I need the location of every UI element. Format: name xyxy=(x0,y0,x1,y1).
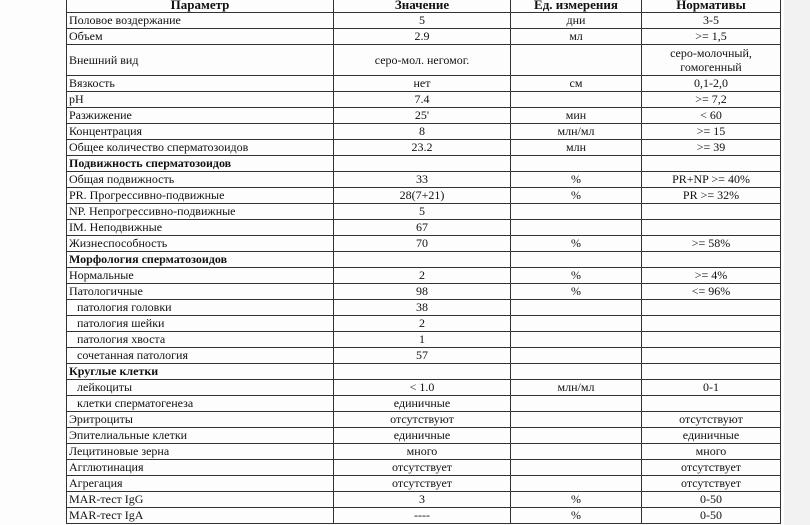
table-row xyxy=(67,236,781,252)
value-cell: отсутствует xyxy=(334,460,511,476)
header-parameter: Параметр xyxy=(67,0,334,13)
value-cell: 70 xyxy=(334,236,511,252)
value-cell: 2 xyxy=(334,268,511,284)
unit-cell xyxy=(511,204,642,220)
value-cell: 25' xyxy=(334,108,511,124)
header-unit: Ед. измерения xyxy=(511,0,642,13)
section-row xyxy=(67,156,781,172)
parameter-cell: MAR-тест IgG xyxy=(67,492,334,508)
unit-cell xyxy=(511,476,642,492)
parameter-cell: Внешний вид xyxy=(67,45,334,76)
parameter-cell: Разжижение xyxy=(67,108,334,124)
value-cell: 3 xyxy=(334,492,511,508)
value-cell: 2 xyxy=(334,316,511,332)
value-cell: 98 xyxy=(334,284,511,300)
norm-cell xyxy=(642,348,781,364)
norm-cell xyxy=(642,204,781,220)
parameter-cell: Общее количество сперматозоидов xyxy=(67,140,334,156)
empty-cell xyxy=(511,156,642,172)
value-cell: 33 xyxy=(334,172,511,188)
norm-cell: <= 96% xyxy=(642,284,781,300)
header-value: Значение xyxy=(334,0,511,13)
parameter-cell: MAR-тест IgA xyxy=(67,508,334,524)
parameter-cell: Концентрация xyxy=(67,124,334,140)
value-cell: нет xyxy=(334,76,511,92)
table-row xyxy=(67,300,781,316)
parameter-cell: Патологичные xyxy=(67,284,334,300)
unit-cell: % xyxy=(511,236,642,252)
table-row xyxy=(67,29,781,45)
unit-cell: % xyxy=(511,284,642,300)
table-row xyxy=(67,396,781,412)
unit-cell xyxy=(511,220,642,236)
value-cell: 1 xyxy=(334,332,511,348)
parameter-cell: патология головки xyxy=(67,300,334,316)
unit-cell: % xyxy=(511,508,642,524)
norm-cell: 0-1 xyxy=(642,380,781,396)
unit-cell xyxy=(511,460,642,476)
table-row xyxy=(67,13,781,29)
table-row xyxy=(67,172,781,188)
parameter-cell: Нормальные xyxy=(67,268,334,284)
table-row xyxy=(67,220,781,236)
header-norm: Нормативы xyxy=(642,0,781,13)
parameter-cell: Лецитиновые зерна xyxy=(67,444,334,460)
unit-cell: % xyxy=(511,188,642,204)
unit-cell xyxy=(511,332,642,348)
unit-cell: мл xyxy=(511,29,642,45)
parameter-cell: pH xyxy=(67,92,334,108)
value-cell: отсутствует xyxy=(334,476,511,492)
empty-cell xyxy=(334,252,511,268)
table-row xyxy=(67,380,781,396)
table-body xyxy=(67,13,781,524)
norm-cell xyxy=(642,332,781,348)
parameter-cell: Общая подвижность xyxy=(67,172,334,188)
unit-cell: см xyxy=(511,76,642,92)
table-row xyxy=(67,188,781,204)
unit-cell xyxy=(511,412,642,428)
norm-cell: отсутствует xyxy=(642,460,781,476)
table-row xyxy=(67,204,781,220)
parameter-cell: PR. Прогрессивно-подвижные xyxy=(67,188,334,204)
norm-cell xyxy=(642,300,781,316)
value-cell: 28(7+21) xyxy=(334,188,511,204)
table-row xyxy=(67,268,781,284)
norm-cell: 3-5 xyxy=(642,13,781,29)
norm-cell: >= 4% xyxy=(642,268,781,284)
value-cell: 5 xyxy=(334,204,511,220)
unit-cell xyxy=(511,428,642,444)
empty-cell xyxy=(642,364,781,380)
unit-cell xyxy=(511,92,642,108)
results-table xyxy=(66,0,781,524)
norm-cell: PR+NP >= 40% xyxy=(642,172,781,188)
norm-cell xyxy=(642,396,781,412)
unit-cell: % xyxy=(511,492,642,508)
table-row xyxy=(67,428,781,444)
empty-cell xyxy=(511,364,642,380)
parameter-cell: NP. Непрогрессивно-подвижные xyxy=(67,204,334,220)
empty-cell xyxy=(334,364,511,380)
parameter-cell: сочетанная патология xyxy=(67,348,334,364)
table-row xyxy=(67,460,781,476)
norm-cell: единичные xyxy=(642,428,781,444)
norm-cell xyxy=(642,316,781,332)
value-cell: единичные xyxy=(334,396,511,412)
value-cell: серо-мол. негомог. xyxy=(334,45,511,76)
table-row xyxy=(67,412,781,428)
table-row xyxy=(67,348,781,364)
unit-cell: млн/мл xyxy=(511,124,642,140)
norm-cell: отсутствуют xyxy=(642,412,781,428)
table-row xyxy=(67,332,781,348)
value-cell: единичные xyxy=(334,428,511,444)
norm-cell: >= 15 xyxy=(642,124,781,140)
table-row xyxy=(67,284,781,300)
section-title: Морфология сперматозоидов xyxy=(67,252,334,268)
table-row xyxy=(67,140,781,156)
section-row xyxy=(67,364,781,380)
value-cell: 5 xyxy=(334,13,511,29)
value-cell: ---- xyxy=(334,508,511,524)
norm-cell: серо-молочный, гомогенный xyxy=(642,45,781,76)
section-row xyxy=(67,252,781,268)
parameter-cell: Половое воздержание xyxy=(67,13,334,29)
table-row xyxy=(67,508,781,524)
value-cell: много xyxy=(334,444,511,460)
section-title: Подвижность сперматозоидов xyxy=(67,156,334,172)
parameter-cell: Жизнеспособность xyxy=(67,236,334,252)
norm-cell: >= 1,5 xyxy=(642,29,781,45)
value-cell: 8 xyxy=(334,124,511,140)
unit-cell xyxy=(511,300,642,316)
norm-cell: >= 58% xyxy=(642,236,781,252)
unit-cell: дни xyxy=(511,13,642,29)
norm-cell: >= 7,2 xyxy=(642,92,781,108)
unit-cell xyxy=(511,348,642,364)
table-header-row xyxy=(67,0,781,13)
empty-cell xyxy=(642,156,781,172)
norm-cell: много xyxy=(642,444,781,460)
table-row xyxy=(67,444,781,460)
value-cell: 7.4 xyxy=(334,92,511,108)
table-row xyxy=(67,76,781,92)
norm-cell: 0,1-2,0 xyxy=(642,76,781,92)
table-row xyxy=(67,124,781,140)
empty-cell xyxy=(334,156,511,172)
norm-cell: >= 39 xyxy=(642,140,781,156)
empty-cell xyxy=(511,252,642,268)
table-row xyxy=(67,316,781,332)
parameter-cell: патология хвоста xyxy=(67,332,334,348)
value-cell: 38 xyxy=(334,300,511,316)
unit-cell xyxy=(511,316,642,332)
table-row xyxy=(67,92,781,108)
page-margin xyxy=(784,0,810,525)
norm-cell: < 60 xyxy=(642,108,781,124)
table-row xyxy=(67,492,781,508)
parameter-cell: Эпителиальные клетки xyxy=(67,428,334,444)
norm-cell: PR >= 32% xyxy=(642,188,781,204)
table-row xyxy=(67,45,781,76)
value-cell: < 1.0 xyxy=(334,380,511,396)
unit-cell: % xyxy=(511,268,642,284)
value-cell: отсутствуют xyxy=(334,412,511,428)
value-cell: 23.2 xyxy=(334,140,511,156)
parameter-cell: клетки сперматогенеза xyxy=(67,396,334,412)
norm-cell: 0-50 xyxy=(642,492,781,508)
section-title: Круглые клетки xyxy=(67,364,334,380)
unit-cell: % xyxy=(511,172,642,188)
norm-cell xyxy=(642,220,781,236)
value-cell: 2.9 xyxy=(334,29,511,45)
parameter-cell: Агглютинация xyxy=(67,460,334,476)
unit-cell xyxy=(511,45,642,76)
value-cell: 67 xyxy=(334,220,511,236)
parameter-cell: лейкоциты xyxy=(67,380,334,396)
parameter-cell: Эритроциты xyxy=(67,412,334,428)
parameter-cell: Агрегация xyxy=(67,476,334,492)
parameter-cell: IM. Неподвижные xyxy=(67,220,334,236)
parameter-cell: Объем xyxy=(67,29,334,45)
norm-cell: отсутствует xyxy=(642,476,781,492)
unit-cell: мин xyxy=(511,108,642,124)
unit-cell: млн/мл xyxy=(511,380,642,396)
norm-cell: 0-50 xyxy=(642,508,781,524)
parameter-cell: патология шейки xyxy=(67,316,334,332)
value-cell: 57 xyxy=(334,348,511,364)
unit-cell xyxy=(511,444,642,460)
table-row xyxy=(67,108,781,124)
unit-cell: млн xyxy=(511,140,642,156)
table-row xyxy=(67,476,781,492)
parameter-cell: Вязкость xyxy=(67,76,334,92)
unit-cell xyxy=(511,396,642,412)
empty-cell xyxy=(642,252,781,268)
